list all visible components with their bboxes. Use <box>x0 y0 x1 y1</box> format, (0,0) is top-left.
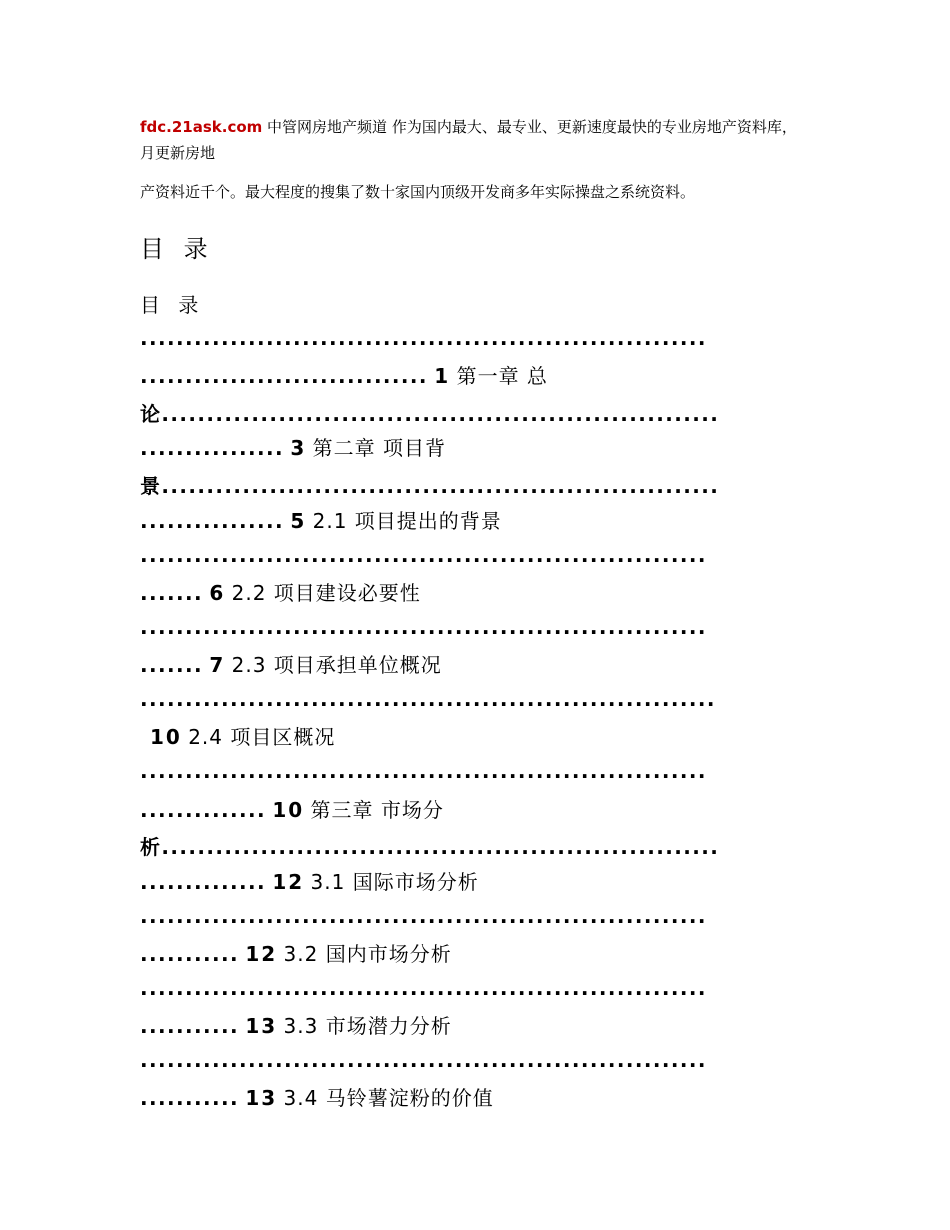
header-text-1: 中管网房地产频道 作为国内最大、最专业、更新速度最快的专业房地产资料库， <box>262 118 797 136</box>
toc-page-number: 13 <box>245 1014 278 1038</box>
toc-page-number: 6 <box>209 581 226 605</box>
header-line-1 <box>140 116 797 137</box>
toc-title: 3.4 马铃薯淀粉的价值 <box>283 1086 494 1110</box>
toc-dots-line: ............................................................... <box>140 615 707 639</box>
toc-dots-line: ............................................................... <box>140 1048 707 1072</box>
toc-dots-line: ............................................................... <box>140 759 707 783</box>
toc-page-number: 5 <box>290 509 307 533</box>
toc-title: 2.2 项目建设必要性 <box>231 581 421 605</box>
toc-entry[interactable] <box>140 866 479 895</box>
toc-title: 第三章 市场分 <box>310 798 444 822</box>
toc-entry[interactable] <box>140 1082 494 1111</box>
toc-page-number: 12 <box>245 942 278 966</box>
toc-dots: ................ <box>140 436 284 460</box>
toc-entry[interactable] <box>150 721 335 750</box>
toc-dots: ................ <box>140 509 284 533</box>
toc-title: 2.4 项目区概况 <box>188 725 336 749</box>
toc-title: 2.1 项目提出的背景 <box>312 509 502 533</box>
toc-entry[interactable] <box>140 360 548 389</box>
toc-title: 第一章 总 <box>456 364 548 388</box>
toc-dots-line: 析.............................................................. <box>140 835 720 859</box>
toc-heading: 目 录 <box>140 235 214 263</box>
toc-dots-line: ............................................................... <box>140 326 707 350</box>
toc-subheading: 目 录 <box>140 293 205 317</box>
toc-dots: ....... <box>140 653 203 677</box>
toc-title: 第二章 项目背 <box>312 436 446 460</box>
toc-title: 3.3 市场潜力分析 <box>283 1014 452 1038</box>
toc-dots: .............. <box>140 870 266 894</box>
toc-entry[interactable] <box>140 577 421 606</box>
toc-dots: ........... <box>140 1086 239 1110</box>
toc-entry[interactable] <box>140 794 444 823</box>
toc-page-number: 1 <box>434 364 451 388</box>
toc-dots-line: ................................................................ <box>140 687 716 711</box>
toc-title: 2.3 项目承担单位概况 <box>231 653 442 677</box>
toc-entry[interactable] <box>140 938 452 967</box>
toc-entry[interactable] <box>140 649 442 678</box>
toc-page-number: 7 <box>209 653 226 677</box>
header-line-3: 产资料近千个。最大程度的搜集了数十家国内顶级开发商多年实际操盘之系统资料。 <box>140 183 696 201</box>
toc-dots: ................................ <box>140 364 428 388</box>
toc-entry[interactable] <box>140 432 446 461</box>
header-line-2: 月更新房地 <box>140 144 216 162</box>
toc-entry[interactable] <box>140 1010 452 1039</box>
toc-dots: ....... <box>140 581 203 605</box>
toc-page-number: 10 <box>150 725 182 749</box>
toc-page-number: 10 <box>272 798 305 822</box>
toc-dots-line: ............................................................... <box>140 976 707 1000</box>
site-link[interactable]: fdc.21ask.com <box>140 118 263 136</box>
toc-dots: ........... <box>140 942 239 966</box>
toc-page-number: 3 <box>290 436 307 460</box>
toc-page-number: 13 <box>245 1086 278 1110</box>
toc-dots: ........... <box>140 1014 239 1038</box>
toc-dots: .............. <box>140 798 266 822</box>
toc-entry[interactable] <box>140 505 502 534</box>
toc-title: 3.1 国际市场分析 <box>310 870 479 894</box>
toc-title: 3.2 国内市场分析 <box>283 942 452 966</box>
toc-dots-line: ............................................................... <box>140 543 707 567</box>
toc-dots-line: ............................................................... <box>140 904 707 928</box>
toc-dots-line: 景.............................................................. <box>140 474 720 498</box>
toc-dots-line: 论.............................................................. <box>140 402 720 426</box>
toc-page-number: 12 <box>272 870 305 894</box>
